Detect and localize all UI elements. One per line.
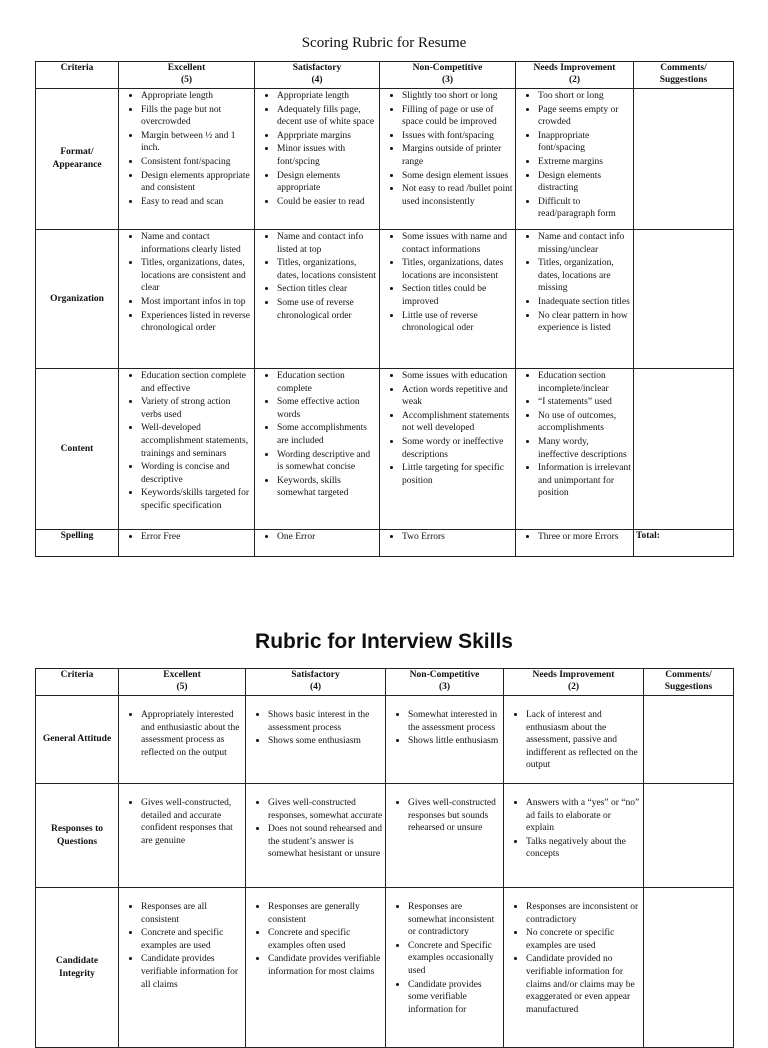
bullet-item: • No use of outcomes, accomplishments — [538, 409, 631, 435]
satisfactory-cell — [255, 89, 380, 230]
bullet-item: • Most important infos in top — [141, 295, 252, 309]
bullet-item: • Filling of page or use of space could be improved — [402, 103, 513, 129]
resume-rubric-table — [35, 61, 734, 557]
comments-cell — [634, 230, 734, 369]
needs-improvement-cell — [504, 696, 644, 784]
table-row — [36, 784, 734, 888]
bullet-item: • Information is irrelevant and unimportant for position — [538, 461, 631, 500]
bullet-item: • Responses are generally consistent — [268, 900, 383, 926]
bullet-item: • Variety of strong action verbs used — [141, 395, 252, 421]
bullet-item: • Design elements distracting — [538, 169, 631, 195]
bullet-item: • Talks negatively about the concepts — [526, 835, 641, 861]
bullet-item: • Titles, organizations, dates, locations are consistent and clear — [141, 256, 252, 295]
bullet-item: • No concrete or specific examples are used — [526, 926, 641, 952]
header-excellent: Excellent (5) — [119, 669, 246, 696]
header-excellent: Excellent (5) — [119, 62, 255, 89]
bullet-item: • Section titles clear — [277, 282, 377, 296]
bullet-item: • Some accomplishments are included — [277, 421, 377, 447]
comments-cell — [644, 696, 734, 784]
bullet-item: • Concrete and specific examples often used — [268, 926, 383, 952]
bullet-item: • Candidate provided no verifiable information for claims and/or claims may be exaggerated or even appear manufactured — [526, 952, 641, 1016]
excellent-cell — [119, 784, 246, 888]
bullet-item: • Fills the page but not overcrowded — [141, 103, 252, 129]
bullet-item: • Too short or long — [538, 89, 631, 103]
bullet-item: • Titles, organization, dates, locations are missing — [538, 256, 631, 295]
bullet-item: • Concrete and Specific examples occasionally used — [408, 939, 501, 978]
satisfactory-cell — [255, 230, 380, 369]
bullet-item: • Adequately fills page, decent use of white space — [277, 103, 377, 129]
header-criteria: Criteria — [36, 62, 119, 89]
criteria-cell: Spelling — [36, 530, 119, 557]
bullet-item: • Design elements appropriate and consistent — [141, 169, 252, 195]
bullet-item: • Margins outside of printer range — [402, 142, 513, 168]
bullet-item: • Candidate provides verifiable information for most claims — [268, 952, 383, 978]
bullet-item: • Easy to read and scan — [141, 195, 252, 209]
needs-improvement-cell — [516, 89, 634, 230]
criteria-cell: Candidate Integrity — [36, 888, 119, 1048]
bullet-item: • Wording descriptive and is somewhat concise — [277, 448, 377, 474]
noncompetitive-cell — [386, 784, 504, 888]
bullet-item: • Some effective action words — [277, 395, 377, 421]
bullet-item: • Slightly too short or long — [402, 89, 513, 103]
needs-improvement-cell — [516, 230, 634, 369]
bullet-item: • Responses are somewhat inconsistent or contradictory — [408, 900, 501, 939]
bullet-item: • Education section incomplete/inclear — [538, 369, 631, 395]
satisfactory-cell — [255, 369, 380, 530]
excellent-cell — [119, 89, 255, 230]
header-satisfactory: Satisfactory (4) — [255, 62, 380, 89]
table-row — [36, 89, 734, 230]
satisfactory-cell — [255, 530, 380, 557]
bullet-item: • Does not sound rehearsed and the student’s answer is somewhat hesistant or unsure — [268, 822, 383, 861]
bullet-item: • Name and contact info missing/unclear — [538, 230, 631, 256]
bullet-item: • “I statements” used — [538, 395, 631, 409]
bullet-item: • Extreme margins — [538, 155, 631, 169]
criteria-cell: General Attitude — [36, 696, 119, 784]
noncompetitive-cell — [380, 230, 516, 369]
bullet-item: • Error Free — [141, 530, 252, 544]
needs-improvement-cell — [516, 530, 634, 557]
bullet-item: • Name and contact info listed at top — [277, 230, 377, 256]
bullet-item: • Page seems empty or crowded — [538, 103, 631, 129]
bullet-item: • Apprpriate margins — [277, 129, 377, 143]
comments-cell — [644, 784, 734, 888]
criteria-cell: Organization — [36, 230, 119, 369]
bullet-item: • Shows little enthusiasm — [408, 734, 501, 748]
noncompetitive-cell — [380, 369, 516, 530]
header-comments: Comments/ Suggestions — [634, 62, 734, 89]
bullet-item: • Name and contact informations clearly listed — [141, 230, 252, 256]
bullet-item: • Shows some enthusiasm — [268, 734, 383, 748]
satisfactory-cell — [246, 696, 386, 784]
needs-improvement-cell — [516, 369, 634, 530]
bullet-item: • Appropriately interested and enthusiastic about the assessment process as reflected on the output — [141, 708, 243, 759]
excellent-cell — [119, 369, 255, 530]
criteria-cell: Responses to Questions — [36, 784, 119, 888]
bullet-item: • Little use of reverse chronological oder — [402, 309, 513, 335]
header-noncompetitive: Non-Competitive (3) — [386, 669, 504, 696]
bullet-item: • Many wordy, ineffective descriptions — [538, 435, 631, 461]
bullet-item: • Section titles could be improved — [402, 282, 513, 308]
bullet-item: • Gives well-constructed responses, somewhat accurate — [268, 796, 383, 822]
bullet-item: • Inappropriate font/spacing — [538, 129, 631, 155]
excellent-cell — [119, 530, 255, 557]
bullet-item: • No clear pattern in how experience is listed — [538, 309, 631, 335]
header-needs-improvement: Needs Improvement (2) — [504, 669, 644, 696]
header-comments: Comments/ Suggestions — [644, 669, 734, 696]
bullet-item: • Inadequate section titles — [538, 295, 631, 309]
table-row — [36, 369, 734, 530]
table-row — [36, 696, 734, 784]
comments-cell — [634, 369, 734, 530]
bullet-item: • Could be easier to read — [277, 195, 377, 209]
bullet-item: • Some use of reverse chronological order — [277, 296, 377, 322]
criteria-cell: Format/ Appearance — [36, 89, 119, 230]
interview-rubric-table — [35, 668, 734, 1048]
bullet-item: • Education section complete — [277, 369, 377, 395]
comments-cell — [634, 89, 734, 230]
bullet-item: • Action words repetitive and weak — [402, 383, 513, 409]
header-row — [36, 669, 734, 696]
bullet-item: • Issues with font/spacing — [402, 129, 513, 143]
bullet-item: • Two Errors — [402, 530, 513, 544]
bullet-item: • Some design element issues — [402, 169, 513, 183]
bullet-item: • Accomplishment statements not well developed — [402, 409, 513, 435]
table-row — [36, 530, 734, 557]
bullet-item: • Education section complete and effective — [141, 369, 252, 395]
excellent-cell — [119, 230, 255, 369]
bullet-item: • Three or more Errors — [538, 530, 631, 544]
bullet-item: • Design elements appropriate — [277, 169, 377, 195]
bullet-item: • Concrete and specific examples are used — [141, 926, 243, 952]
header-satisfactory: Satisfactory (4) — [246, 669, 386, 696]
header-needs-improvement: Needs Improvement (2) — [516, 62, 634, 89]
needs-improvement-cell — [504, 784, 644, 888]
bullet-item: • Keywords, skills somewhat targeted — [277, 474, 377, 500]
bullet-item: • Titles, organizations, dates, locations consistent — [277, 256, 377, 282]
excellent-cell — [119, 696, 246, 784]
table-row — [36, 230, 734, 369]
bullet-item: • Some wordy or ineffective descriptions — [402, 435, 513, 461]
total-cell: Total: — [634, 530, 734, 557]
bullet-item: • Candidate provides verifiable information for all claims — [141, 952, 243, 991]
bullet-item: • Well-developed accomplishment statements, trainings and seminars — [141, 421, 252, 460]
satisfactory-cell — [246, 784, 386, 888]
bullet-item: • Little targeting for specific position — [402, 461, 513, 487]
bullet-item: • Shows basic interest in the assessment process — [268, 708, 383, 734]
interview-rubric-title: Rubric for Interview Skills — [255, 630, 513, 653]
header-noncompetitive: Non-Competitive (3) — [380, 62, 516, 89]
bullet-item: • Candidate provides some verifiable information for — [408, 978, 501, 1017]
bullet-item: • Not easy to read /bullet point used inconsistently — [402, 182, 513, 208]
bullet-item: • Margin between ½ and 1 inch. — [141, 129, 252, 155]
noncompetitive-cell — [386, 696, 504, 784]
bullet-item: • Appropriate length — [141, 89, 252, 103]
bullet-item: • Keywords/skills targeted for specific specification — [141, 486, 252, 512]
bullet-item: • Somewhat interested in the assessment process — [408, 708, 501, 734]
bullet-item: • Appropriate length — [277, 89, 377, 103]
resume-rubric-title: Scoring Rubric for Resume — [301, 35, 467, 51]
bullet-item: • Difficult to read/paragraph form — [538, 195, 631, 221]
noncompetitive-cell — [380, 530, 516, 557]
bullet-item: • Lack of interest and enthusiasm about the assessment, passive and indifferent as reflected on the output — [526, 708, 641, 772]
bullet-item: • Answers with a “yes” or “no” ad fails to elaborate or explain — [526, 796, 641, 835]
criteria-cell: Content — [36, 369, 119, 530]
bullet-item: • Titles, organizations, dates locations are inconsistent — [402, 256, 513, 282]
bullet-item: • Some issues with education — [402, 369, 513, 383]
bullet-item: • Experiences listed in reverse chronological order — [141, 309, 252, 335]
bullet-item: • Gives well-constructed responses but sounds rehearsed or unsure — [408, 796, 501, 835]
bullet-item: • Responses are all consistent — [141, 900, 243, 926]
bullet-item: • Wording is concise and descriptive — [141, 460, 252, 486]
bullet-item: • One Error — [277, 530, 377, 544]
header-criteria: Criteria — [36, 669, 119, 696]
bullet-item: • Responses are inconsistent or contradictory — [526, 900, 641, 926]
bullet-item: • Consistent font/spacing — [141, 155, 252, 169]
bullet-item: • Some issues with name and contact informations — [402, 230, 513, 256]
bullet-item: • Gives well-constructed, detailed and accurate confident responses that are genuine — [141, 796, 243, 847]
header-row — [36, 62, 734, 89]
noncompetitive-cell — [380, 89, 516, 230]
bullet-item: • Minor issues with font/spcing — [277, 142, 377, 168]
